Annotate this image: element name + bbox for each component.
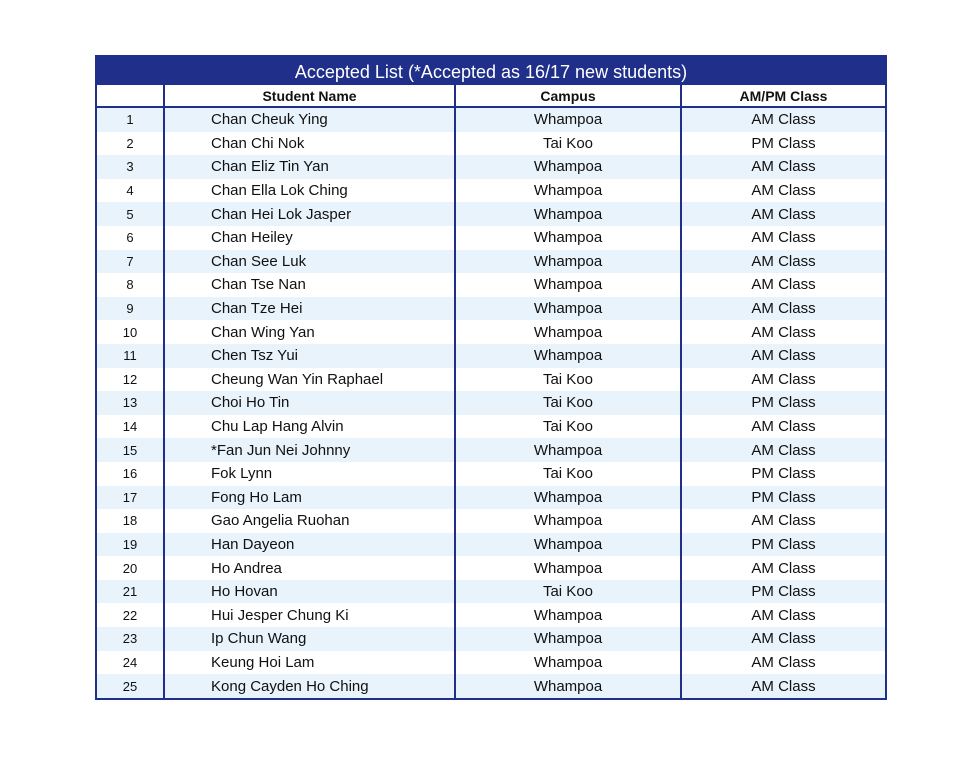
row-number: 1 xyxy=(97,107,164,132)
table-row xyxy=(97,107,885,132)
campus-cell: Tai Koo xyxy=(455,132,681,156)
table-row xyxy=(97,250,885,274)
row-number: 8 xyxy=(97,273,164,297)
class-cell: AM Class xyxy=(681,368,885,392)
table-row xyxy=(97,273,885,297)
row-number: 2 xyxy=(97,132,164,156)
table-row xyxy=(97,155,885,179)
campus-cell: Whampoa xyxy=(455,627,681,651)
table-row xyxy=(97,179,885,203)
table-row xyxy=(97,368,885,392)
column-header-student-name: Student Name xyxy=(164,85,455,107)
student-name-cell: Ho Hovan xyxy=(164,580,455,604)
table-row xyxy=(97,627,885,651)
class-cell: AM Class xyxy=(681,107,885,132)
student-name-cell: Fong Ho Lam xyxy=(164,486,455,510)
class-cell: PM Class xyxy=(681,391,885,415)
student-name-cell: Chan Tze Hei xyxy=(164,297,455,321)
row-number: 15 xyxy=(97,438,164,462)
class-cell: AM Class xyxy=(681,603,885,627)
row-number: 6 xyxy=(97,226,164,250)
table-row xyxy=(97,509,885,533)
student-name-cell: Hui Jesper Chung Ki xyxy=(164,603,455,627)
class-cell: AM Class xyxy=(681,651,885,675)
student-name-cell: Chan Wing Yan xyxy=(164,320,455,344)
campus-cell: Tai Koo xyxy=(455,462,681,486)
student-name-cell: Chan Hei Lok Jasper xyxy=(164,202,455,226)
row-number: 17 xyxy=(97,486,164,510)
class-cell: AM Class xyxy=(681,674,885,698)
class-cell: AM Class xyxy=(681,320,885,344)
row-number: 22 xyxy=(97,603,164,627)
campus-cell: Tai Koo xyxy=(455,368,681,392)
table-row xyxy=(97,674,885,698)
campus-cell: Whampoa xyxy=(455,226,681,250)
class-cell: AM Class xyxy=(681,297,885,321)
row-number: 19 xyxy=(97,533,164,557)
student-name-cell: Chan Cheuk Ying xyxy=(164,107,455,132)
row-number: 10 xyxy=(97,320,164,344)
row-number: 11 xyxy=(97,344,164,368)
student-name-cell: Chan Heiley xyxy=(164,226,455,250)
student-name-cell: Gao Angelia Ruohan xyxy=(164,509,455,533)
student-name-cell: Han Dayeon xyxy=(164,533,455,557)
table-header-row xyxy=(97,85,885,107)
row-number: 23 xyxy=(97,627,164,651)
table-row xyxy=(97,297,885,321)
table-row xyxy=(97,202,885,226)
row-number: 9 xyxy=(97,297,164,321)
class-cell: AM Class xyxy=(681,250,885,274)
row-number: 14 xyxy=(97,415,164,439)
student-name-cell: Fok Lynn xyxy=(164,462,455,486)
campus-cell: Whampoa xyxy=(455,556,681,580)
table-row xyxy=(97,580,885,604)
campus-cell: Whampoa xyxy=(455,250,681,274)
student-name-cell: Keung Hoi Lam xyxy=(164,651,455,675)
class-cell: AM Class xyxy=(681,179,885,203)
class-cell: PM Class xyxy=(681,580,885,604)
student-name-cell: Kong Cayden Ho Ching xyxy=(164,674,455,698)
campus-cell: Whampoa xyxy=(455,486,681,510)
campus-cell: Whampoa xyxy=(455,344,681,368)
row-number: 5 xyxy=(97,202,164,226)
accepted-list-sheet xyxy=(95,55,887,700)
class-cell: AM Class xyxy=(681,155,885,179)
campus-cell: Whampoa xyxy=(455,603,681,627)
class-cell: PM Class xyxy=(681,462,885,486)
class-cell: AM Class xyxy=(681,415,885,439)
campus-cell: Whampoa xyxy=(455,179,681,203)
student-name-cell: Chan Ella Lok Ching xyxy=(164,179,455,203)
student-name-cell: Choi Ho Tin xyxy=(164,391,455,415)
campus-cell: Whampoa xyxy=(455,107,681,132)
column-header-class: AM/PM Class xyxy=(681,85,885,107)
class-cell: PM Class xyxy=(681,132,885,156)
class-cell: AM Class xyxy=(681,509,885,533)
row-number: 4 xyxy=(97,179,164,203)
table-row xyxy=(97,438,885,462)
table-row xyxy=(97,415,885,439)
list-title: Accepted List (*Accepted as 16/17 new students) xyxy=(97,57,885,85)
campus-cell: Whampoa xyxy=(455,202,681,226)
class-cell: AM Class xyxy=(681,627,885,651)
table-body xyxy=(97,107,885,698)
table-row xyxy=(97,226,885,250)
campus-cell: Whampoa xyxy=(455,533,681,557)
class-cell: AM Class xyxy=(681,202,885,226)
table-row xyxy=(97,132,885,156)
row-number: 20 xyxy=(97,556,164,580)
row-number: 21 xyxy=(97,580,164,604)
student-name-cell: Chan See Luk xyxy=(164,250,455,274)
student-name-cell: Chan Chi Nok xyxy=(164,132,455,156)
accepted-students-table xyxy=(97,85,885,698)
row-number: 16 xyxy=(97,462,164,486)
student-name-cell: Cheung Wan Yin Raphael xyxy=(164,368,455,392)
campus-cell: Tai Koo xyxy=(455,580,681,604)
class-cell: AM Class xyxy=(681,226,885,250)
campus-cell: Whampoa xyxy=(455,674,681,698)
table-row xyxy=(97,651,885,675)
table-row xyxy=(97,603,885,627)
table-row xyxy=(97,344,885,368)
table-row xyxy=(97,533,885,557)
row-number: 13 xyxy=(97,391,164,415)
campus-cell: Whampoa xyxy=(455,297,681,321)
class-cell: AM Class xyxy=(681,556,885,580)
student-name-cell: Ho Andrea xyxy=(164,556,455,580)
student-name-cell: Ip Chun Wang xyxy=(164,627,455,651)
row-number: 18 xyxy=(97,509,164,533)
class-cell: AM Class xyxy=(681,438,885,462)
row-number: 25 xyxy=(97,674,164,698)
student-name-cell: *Fan Jun Nei Johnny xyxy=(164,438,455,462)
student-name-cell: Chan Tse Nan xyxy=(164,273,455,297)
student-name-cell: Chen Tsz Yui xyxy=(164,344,455,368)
row-number: 7 xyxy=(97,250,164,274)
table-row xyxy=(97,320,885,344)
campus-cell: Whampoa xyxy=(455,155,681,179)
row-number: 3 xyxy=(97,155,164,179)
class-cell: PM Class xyxy=(681,486,885,510)
column-header-campus: Campus xyxy=(455,85,681,107)
campus-cell: Whampoa xyxy=(455,438,681,462)
student-name-cell: Chu Lap Hang Alvin xyxy=(164,415,455,439)
row-number: 12 xyxy=(97,368,164,392)
table-row xyxy=(97,462,885,486)
campus-cell: Whampoa xyxy=(455,320,681,344)
table-row xyxy=(97,486,885,510)
campus-cell: Tai Koo xyxy=(455,415,681,439)
class-cell: AM Class xyxy=(681,344,885,368)
table-row xyxy=(97,556,885,580)
campus-cell: Whampoa xyxy=(455,273,681,297)
student-name-cell: Chan Eliz Tin Yan xyxy=(164,155,455,179)
campus-cell: Whampoa xyxy=(455,509,681,533)
row-number: 24 xyxy=(97,651,164,675)
campus-cell: Whampoa xyxy=(455,651,681,675)
campus-cell: Tai Koo xyxy=(455,391,681,415)
class-cell: PM Class xyxy=(681,533,885,557)
class-cell: AM Class xyxy=(681,273,885,297)
column-header-number xyxy=(97,85,164,107)
table-row xyxy=(97,391,885,415)
